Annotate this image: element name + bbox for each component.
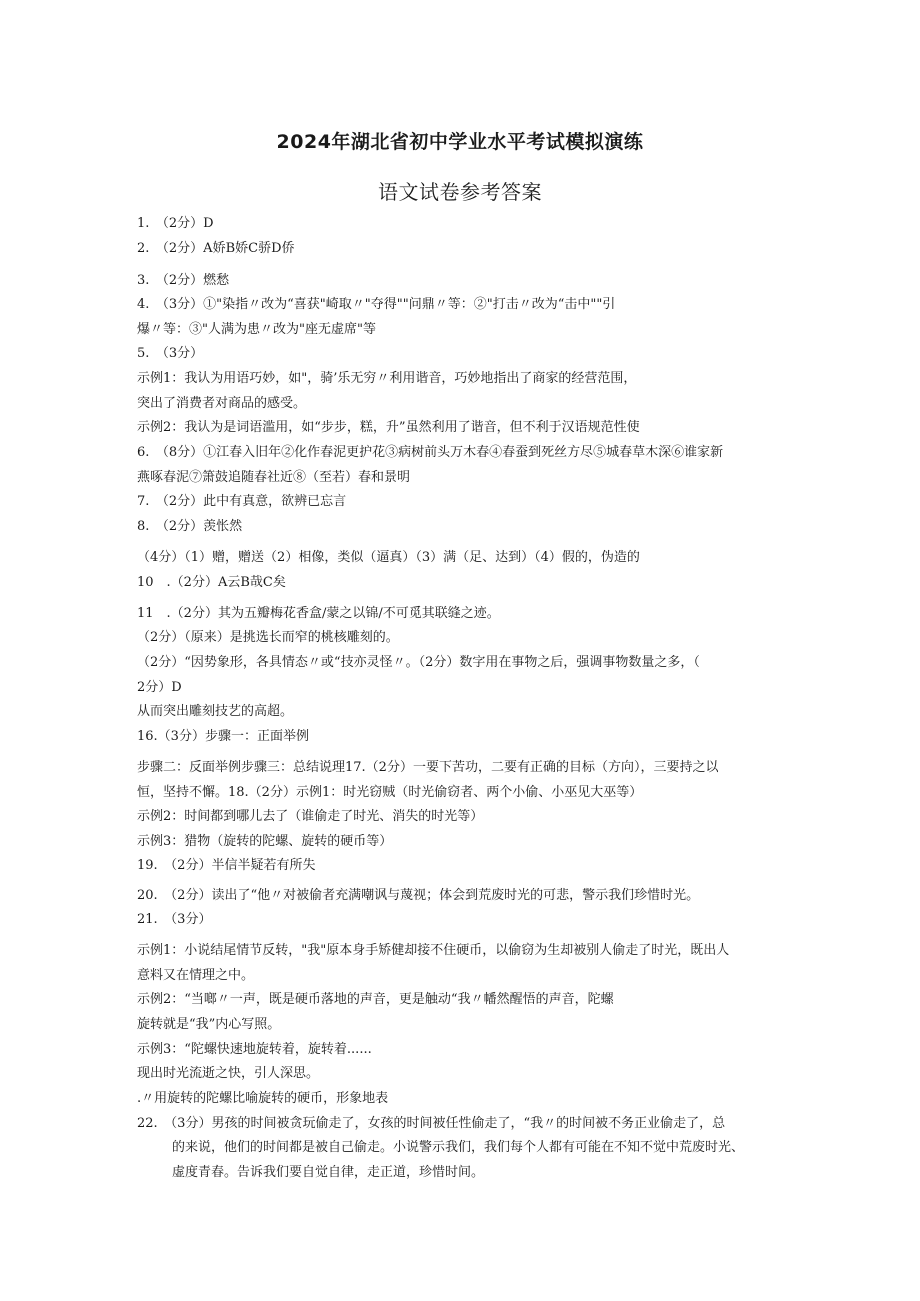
answer-line: 燕啄春泥⑦箫鼓追随春社近⑧（至若）春和景明: [137, 470, 411, 485]
answer-line: 意料又在情理之中。: [137, 968, 255, 983]
answer-line: 示例3：猎物（旋转的陀螺、旋转的硬币等）: [137, 834, 393, 849]
answer-line: 21. （3分）: [137, 912, 212, 927]
answer-line: 16.（3分）步骤一：正面举例: [137, 729, 309, 744]
answer-line: 突出了消费者对商品的感受。: [137, 396, 307, 411]
document-subtitle: 语文试卷参考答案: [378, 180, 542, 204]
answer-line: 的来说，他们的时间都是被自己偷走。小说警示我们，我们每个人都有可能在不知不觉中荒废时光、: [172, 1140, 745, 1155]
answer-line: 现出时光流逝之快，引人深思。: [137, 1066, 320, 1081]
answer-line: 示例2：“当啷〃一声，既是硬币落地的声音，更是触动“我〃幡然醒悟的声音，陀螺: [137, 992, 614, 1007]
answer-line: 7. （2分）此中有真意，欲辨已忘言: [137, 494, 347, 509]
answer-line: 11 .（2分）其为五瓣梅花香盒/蒙之以锦/不可觅其联缝之迹。: [137, 606, 500, 621]
answer-line: 1. （2分）D: [137, 216, 214, 231]
answer-line: 爆〃等：③"人满为患〃改为"座无虚席"等: [137, 322, 376, 337]
answer-line: 4. （3分）①"染指〃改为“喜获"崎取〃"夺得""问鼎〃等：②"打击〃改为“击中""引: [137, 297, 616, 312]
answer-line: （2分）“因势象形，各具情态〃或“技亦灵怪〃。（2分）数字用在事物之后，强调事物数量之多，（: [137, 655, 700, 670]
answer-line: 虚度青春。告诉我们要自觉自律，走正道，珍惜时间。: [172, 1165, 485, 1180]
answer-line: 示例3：“陀螺快速地旋转着，旋转着......: [137, 1042, 372, 1057]
answer-line: 2. （2分）A娇B娇C骄D侨: [137, 241, 295, 256]
answer-line: 3. （2分）燃愁: [137, 273, 230, 288]
answer-line: 20. （2分）读出了“他〃对被偷者充满嘲讽与蔑视；体会到荒废时光的可悲，警示我们珍惜时光。: [137, 888, 700, 903]
answer-line: 22. （3分）男孩的时间被贪玩偷走了，女孩的时间被任性偷走了，“我〃的时间被不务正业偷走了，总: [137, 1116, 726, 1131]
answer-line: 从而突出雕刻技艺的高超。: [137, 704, 294, 719]
answer-line: 旋转就是“我”内心写照。: [137, 1017, 281, 1032]
answer-line: 8. （2分）羡怅然: [137, 519, 243, 534]
answer-line: 6. （8分）①江春入旧年②化作春泥更护花③病树前头万木春④春蚕到死丝方尽⑤城春草木深⑥谁家新: [137, 445, 724, 460]
answer-line: 示例2：时间都到哪儿去了（谁偷走了时光、消失的时光等）: [137, 809, 484, 824]
answer-line: 示例2：我认为是词语滥用，如“步步，糕，升”虽然利用了谐音，但不利于汉语规范性使: [137, 420, 640, 435]
answer-line: 10 .（2分）A云B哉C矣: [137, 575, 286, 590]
document-title: 2024年湖北省初中学业水平考试模拟演练: [276, 131, 644, 153]
answer-line: 示例1：小说结尾情节反转，"我"原本身手矫健却接不住硬币，以偷窃为生却被别人偷走了时光，既出人: [137, 943, 730, 958]
answer-line: （4分）（1）赠，赠送（2）相像，类似（逼真）（3）满（足、达到）（4）假的，伪造的: [137, 550, 640, 565]
answer-line: 恒，坚持不懈。18.（2分）示例1：时光窃贼（时光偷窃者、两个小偷、小巫见大巫等）: [137, 785, 643, 800]
answer-line: .〃用旋转的陀螺比喻旋转的硬币，形象地表: [137, 1091, 389, 1106]
answer-line: 2分）D: [137, 680, 182, 695]
answer-line: 示例1：我认为用语巧妙，如"，骑’乐无穷〃利用谐音，巧妙地指出了商家的经营范围，: [137, 371, 637, 386]
answer-line: 步骤二：反面举例步骤三：总结说理17.（2分）一要下苦功，二要有正确的目标（方向），三要持之以: [137, 760, 719, 775]
answer-line: 5. （3分）: [137, 346, 204, 361]
answer-line: 19. （2分）半信半疑若有所失: [137, 858, 316, 873]
answer-line: （2分）（原来）是挑选长而窄的桃核雕刻的。: [137, 630, 399, 645]
